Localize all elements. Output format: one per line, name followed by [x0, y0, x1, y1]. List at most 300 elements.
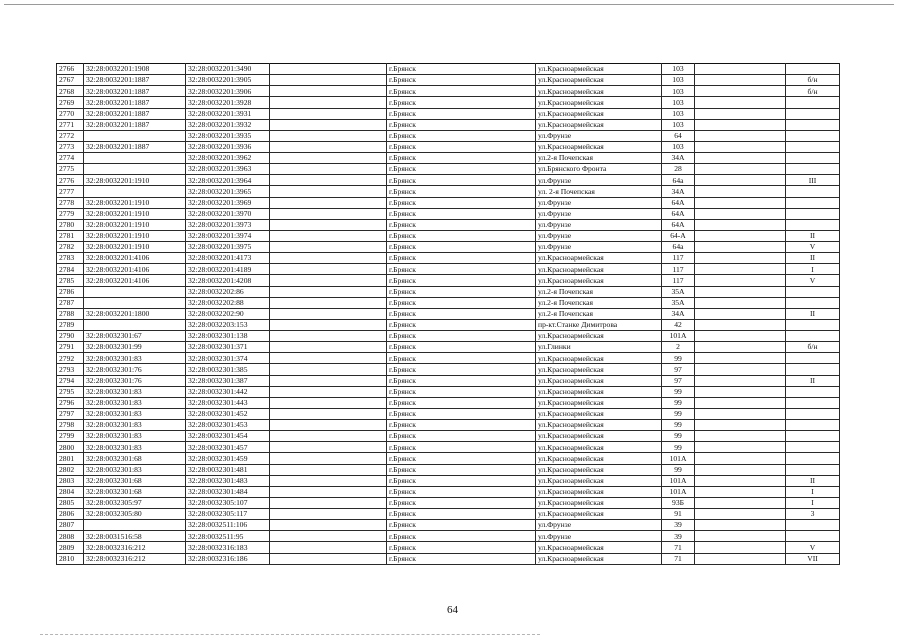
parcel-cadastral-number-cell: 32:28:0032316:212: [84, 542, 186, 553]
parcel-cadastral-number-cell: 32:28:0032201:1910: [84, 197, 186, 208]
table-row: [57, 331, 840, 342]
empty-cell-cell: [270, 219, 387, 230]
parcel-cadastral-number-cell: [84, 153, 186, 164]
page-bottom-rule: [40, 634, 540, 635]
street-cell: ул.Красноармейская: [536, 475, 662, 486]
locality-cell: г.Брянск: [387, 364, 536, 375]
locality-cell: г.Брянск: [387, 331, 536, 342]
empty-cell-cell: [270, 108, 387, 119]
house-number-cell: 64а: [662, 242, 695, 253]
empty-cell-cell: [695, 253, 786, 264]
object-cadastral-number-cell: 32:28:0032305:107: [186, 497, 270, 508]
empty-cell-cell: [695, 453, 786, 464]
row-number-cell: 2767: [57, 75, 84, 86]
row-number-cell: 2789: [57, 319, 84, 330]
house-number-cell: 99: [662, 431, 695, 442]
object-cadastral-number-cell: 32:28:0032201:3965: [186, 186, 270, 197]
table-row: [57, 420, 840, 431]
row-number-cell: 2774: [57, 153, 84, 164]
table-row: [57, 153, 840, 164]
row-number-cell: 2785: [57, 275, 84, 286]
room-number-cell: [786, 119, 840, 130]
empty-cell-cell: [270, 342, 387, 353]
street-cell: ул.Красноармейская: [536, 497, 662, 508]
table-row: [57, 164, 840, 175]
parcel-cadastral-number-cell: 32:28:0031516:58: [84, 531, 186, 542]
empty-cell-cell: [270, 453, 387, 464]
house-number-cell: 97: [662, 364, 695, 375]
parcel-cadastral-number-cell: 32:28:0032301:99: [84, 342, 186, 353]
object-cadastral-number-cell: 32:28:0032201:3963: [186, 164, 270, 175]
street-cell: ул.2-я Почепская: [536, 308, 662, 319]
table-row: [57, 542, 840, 553]
parcel-cadastral-number-cell: [84, 164, 186, 175]
locality-cell: г.Брянск: [387, 342, 536, 353]
table-row: [57, 342, 840, 353]
register-table: [56, 63, 840, 565]
empty-cell-cell: [695, 86, 786, 97]
empty-cell-cell: [695, 264, 786, 275]
empty-cell-cell: [270, 442, 387, 453]
house-number-cell: 42: [662, 319, 695, 330]
object-cadastral-number-cell: 32:28:0032201:3962: [186, 153, 270, 164]
table-row: [57, 486, 840, 497]
house-number-cell: 99: [662, 386, 695, 397]
empty-cell-cell: [270, 319, 387, 330]
locality-cell: г.Брянск: [387, 520, 536, 531]
house-number-cell: 99: [662, 408, 695, 419]
parcel-cadastral-number-cell: [84, 186, 186, 197]
room-number-cell: [786, 420, 840, 431]
house-number-cell: 101А: [662, 453, 695, 464]
locality-cell: г.Брянск: [387, 141, 536, 152]
row-number-cell: 2802: [57, 464, 84, 475]
room-number-cell: [786, 197, 840, 208]
table-row: [57, 442, 840, 453]
object-cadastral-number-cell: 32:28:0032201:3905: [186, 75, 270, 86]
locality-cell: г.Брянск: [387, 97, 536, 108]
empty-cell-cell: [270, 208, 387, 219]
table-row: [57, 364, 840, 375]
table-row: [57, 86, 840, 97]
object-cadastral-number-cell: 32:28:0032201:3490: [186, 64, 270, 75]
empty-cell-cell: [695, 420, 786, 431]
room-number-cell: [786, 286, 840, 297]
object-cadastral-number-cell: 32:28:0032201:3906: [186, 86, 270, 97]
empty-cell-cell: [270, 141, 387, 152]
room-number-cell: [786, 108, 840, 119]
object-cadastral-number-cell: 32:28:0032201:3936: [186, 141, 270, 152]
street-cell: ул.Красноармейская: [536, 442, 662, 453]
locality-cell: г.Брянск: [387, 230, 536, 241]
parcel-cadastral-number-cell: 32:28:0032301:68: [84, 453, 186, 464]
street-cell: ул.Красноармейская: [536, 386, 662, 397]
object-cadastral-number-cell: 32:28:0032201:4208: [186, 275, 270, 286]
register-table-body: [57, 64, 840, 565]
empty-cell-cell: [695, 197, 786, 208]
empty-cell-cell: [695, 297, 786, 308]
parcel-cadastral-number-cell: 32:28:0032201:4106: [84, 253, 186, 264]
row-number-cell: 2786: [57, 286, 84, 297]
street-cell: ул. 2-я Почепская: [536, 186, 662, 197]
empty-cell-cell: [270, 542, 387, 553]
house-number-cell: 99: [662, 442, 695, 453]
locality-cell: г.Брянск: [387, 542, 536, 553]
row-number-cell: 2801: [57, 453, 84, 464]
empty-cell-cell: [270, 520, 387, 531]
object-cadastral-number-cell: 32:28:0032301:138: [186, 331, 270, 342]
parcel-cadastral-number-cell: [84, 520, 186, 531]
room-number-cell: II: [786, 375, 840, 386]
room-number-cell: [786, 186, 840, 197]
room-number-cell: [786, 319, 840, 330]
room-number-cell: б/н: [786, 75, 840, 86]
parcel-cadastral-number-cell: [84, 130, 186, 141]
row-number-cell: 2781: [57, 230, 84, 241]
object-cadastral-number-cell: 32:28:0032301:454: [186, 431, 270, 442]
object-cadastral-number-cell: 32:28:0032316:183: [186, 542, 270, 553]
room-number-cell: [786, 431, 840, 442]
house-number-cell: 99: [662, 353, 695, 364]
room-number-cell: II: [786, 308, 840, 319]
empty-cell-cell: [695, 486, 786, 497]
empty-cell-cell: [270, 553, 387, 564]
parcel-cadastral-number-cell: 32:28:0032301:83: [84, 442, 186, 453]
house-number-cell: 35А: [662, 297, 695, 308]
empty-cell-cell: [695, 164, 786, 175]
street-cell: ул.Фрунзе: [536, 230, 662, 241]
house-number-cell: 103: [662, 108, 695, 119]
object-cadastral-number-cell: 32:28:0032301:484: [186, 486, 270, 497]
street-cell: ул.Фрунзе: [536, 175, 662, 186]
parcel-cadastral-number-cell: 32:28:0032201:1910: [84, 219, 186, 230]
empty-cell-cell: [695, 186, 786, 197]
room-number-cell: [786, 408, 840, 419]
room-number-cell: б/н: [786, 342, 840, 353]
locality-cell: г.Брянск: [387, 475, 536, 486]
object-cadastral-number-cell: 32:28:0032301:459: [186, 453, 270, 464]
row-number-cell: 2805: [57, 497, 84, 508]
table-row: [57, 286, 840, 297]
table-row: [57, 408, 840, 419]
parcel-cadastral-number-cell: [84, 297, 186, 308]
empty-cell-cell: [270, 230, 387, 241]
parcel-cadastral-number-cell: 32:28:0032201:1910: [84, 208, 186, 219]
locality-cell: г.Брянск: [387, 275, 536, 286]
row-number-cell: 2795: [57, 386, 84, 397]
empty-cell-cell: [270, 375, 387, 386]
object-cadastral-number-cell: 32:28:0032301:371: [186, 342, 270, 353]
object-cadastral-number-cell: 32:28:0032201:3964: [186, 175, 270, 186]
street-cell: ул.Красноармейская: [536, 264, 662, 275]
empty-cell-cell: [270, 475, 387, 486]
parcel-cadastral-number-cell: [84, 319, 186, 330]
row-number-cell: 2808: [57, 531, 84, 542]
house-number-cell: 71: [662, 542, 695, 553]
object-cadastral-number-cell: 32:28:0032301:453: [186, 420, 270, 431]
row-number-cell: 2807: [57, 520, 84, 531]
parcel-cadastral-number-cell: 32:28:0032301:76: [84, 364, 186, 375]
parcel-cadastral-number-cell: 32:28:0032201:1910: [84, 175, 186, 186]
house-number-cell: 64А: [662, 197, 695, 208]
empty-cell-cell: [695, 509, 786, 520]
row-number-cell: 2776: [57, 175, 84, 186]
table-row: [57, 64, 840, 75]
room-number-cell: I: [786, 497, 840, 508]
room-number-cell: [786, 520, 840, 531]
row-number-cell: 2791: [57, 342, 84, 353]
room-number-cell: II: [786, 230, 840, 241]
table-row: [57, 509, 840, 520]
street-cell: ул.2-я Почепская: [536, 153, 662, 164]
house-number-cell: 91: [662, 509, 695, 520]
row-number-cell: 2806: [57, 509, 84, 520]
empty-cell-cell: [695, 97, 786, 108]
room-number-cell: [786, 64, 840, 75]
empty-cell-cell: [695, 219, 786, 230]
empty-cell-cell: [270, 531, 387, 542]
room-number-cell: [786, 130, 840, 141]
row-number-cell: 2804: [57, 486, 84, 497]
house-number-cell: 99: [662, 420, 695, 431]
house-number-cell: 64А: [662, 208, 695, 219]
table-row: [57, 219, 840, 230]
table-row: [57, 264, 840, 275]
row-number-cell: 2800: [57, 442, 84, 453]
empty-cell-cell: [270, 308, 387, 319]
object-cadastral-number-cell: 32:28:0032301:442: [186, 386, 270, 397]
house-number-cell: 99: [662, 464, 695, 475]
empty-cell-cell: [695, 153, 786, 164]
house-number-cell: 35А: [662, 286, 695, 297]
street-cell: ул.Фрунзе: [536, 242, 662, 253]
object-cadastral-number-cell: 32:28:0032202:90: [186, 308, 270, 319]
locality-cell: г.Брянск: [387, 208, 536, 219]
street-cell: ул.Красноармейская: [536, 486, 662, 497]
parcel-cadastral-number-cell: 32:28:0032201:1887: [84, 141, 186, 152]
empty-cell-cell: [270, 164, 387, 175]
locality-cell: г.Брянск: [387, 553, 536, 564]
locality-cell: г.Брянск: [387, 64, 536, 75]
room-number-cell: [786, 364, 840, 375]
room-number-cell: [786, 464, 840, 475]
house-number-cell: 103: [662, 75, 695, 86]
object-cadastral-number-cell: 32:28:0032201:3932: [186, 119, 270, 130]
room-number-cell: II: [786, 253, 840, 264]
table-row: [57, 175, 840, 186]
room-number-cell: [786, 297, 840, 308]
row-number-cell: 2775: [57, 164, 84, 175]
parcel-cadastral-number-cell: 32:28:0032201:1910: [84, 242, 186, 253]
empty-cell-cell: [270, 464, 387, 475]
row-number-cell: 2766: [57, 64, 84, 75]
empty-cell-cell: [270, 86, 387, 97]
empty-cell-cell: [695, 464, 786, 475]
empty-cell-cell: [270, 364, 387, 375]
parcel-cadastral-number-cell: 32:28:0032201:4106: [84, 275, 186, 286]
room-number-cell: III: [786, 175, 840, 186]
empty-cell-cell: [270, 497, 387, 508]
row-number-cell: 2810: [57, 553, 84, 564]
empty-cell-cell: [695, 520, 786, 531]
table-row: [57, 397, 840, 408]
room-number-cell: [786, 141, 840, 152]
parcel-cadastral-number-cell: 32:28:0032305:97: [84, 497, 186, 508]
street-cell: ул.Красноармейская: [536, 464, 662, 475]
room-number-cell: [786, 219, 840, 230]
table-row: [57, 308, 840, 319]
table-row: [57, 208, 840, 219]
empty-cell-cell: [270, 286, 387, 297]
object-cadastral-number-cell: 32:28:0032201:3969: [186, 197, 270, 208]
locality-cell: г.Брянск: [387, 242, 536, 253]
locality-cell: г.Брянск: [387, 108, 536, 119]
table-row: [57, 464, 840, 475]
street-cell: ул.Красноармейская: [536, 453, 662, 464]
room-number-cell: [786, 331, 840, 342]
street-cell: ул.Красноармейская: [536, 141, 662, 152]
locality-cell: г.Брянск: [387, 130, 536, 141]
parcel-cadastral-number-cell: 32:28:0032201:4106: [84, 264, 186, 275]
empty-cell-cell: [270, 431, 387, 442]
street-cell: ул.Красноармейская: [536, 397, 662, 408]
table-row: [57, 319, 840, 330]
house-number-cell: 2: [662, 342, 695, 353]
empty-cell-cell: [695, 431, 786, 442]
room-number-cell: [786, 153, 840, 164]
room-number-cell: V: [786, 242, 840, 253]
object-cadastral-number-cell: 32:28:0032301:385: [186, 364, 270, 375]
object-cadastral-number-cell: 32:28:0032316:186: [186, 553, 270, 564]
room-number-cell: [786, 97, 840, 108]
house-number-cell: 99: [662, 397, 695, 408]
row-number-cell: 2782: [57, 242, 84, 253]
locality-cell: г.Брянск: [387, 486, 536, 497]
street-cell: ул.Глинки: [536, 342, 662, 353]
empty-cell-cell: [695, 397, 786, 408]
street-cell: ул.Фрунзе: [536, 130, 662, 141]
page-top-rule: [4, 4, 894, 5]
street-cell: ул.Красноармейская: [536, 75, 662, 86]
row-number-cell: 2768: [57, 86, 84, 97]
parcel-cadastral-number-cell: 32:28:0032301:83: [84, 431, 186, 442]
locality-cell: г.Брянск: [387, 509, 536, 520]
street-cell: ул.Фрунзе: [536, 531, 662, 542]
empty-cell-cell: [695, 308, 786, 319]
row-number-cell: 2796: [57, 397, 84, 408]
table-row: [57, 553, 840, 564]
locality-cell: г.Брянск: [387, 420, 536, 431]
empty-cell-cell: [695, 342, 786, 353]
empty-cell-cell: [270, 75, 387, 86]
empty-cell-cell: [695, 497, 786, 508]
table-row: [57, 130, 840, 141]
locality-cell: г.Брянск: [387, 164, 536, 175]
room-number-cell: VII: [786, 553, 840, 564]
locality-cell: г.Брянск: [387, 197, 536, 208]
row-number-cell: 2784: [57, 264, 84, 275]
locality-cell: г.Брянск: [387, 386, 536, 397]
object-cadastral-number-cell: 32:28:0032201:3974: [186, 230, 270, 241]
street-cell: ул.Фрунзе: [536, 520, 662, 531]
parcel-cadastral-number-cell: [84, 286, 186, 297]
parcel-cadastral-number-cell: 32:28:0032305:80: [84, 509, 186, 520]
empty-cell-cell: [695, 553, 786, 564]
table-row: [57, 253, 840, 264]
empty-cell-cell: [695, 475, 786, 486]
locality-cell: г.Брянск: [387, 297, 536, 308]
table-row: [57, 186, 840, 197]
locality-cell: г.Брянск: [387, 442, 536, 453]
table-row: [57, 119, 840, 130]
street-cell: ул.Красноармейская: [536, 331, 662, 342]
row-number-cell: 2787: [57, 297, 84, 308]
room-number-cell: I: [786, 486, 840, 497]
locality-cell: г.Брянск: [387, 464, 536, 475]
row-number-cell: 2778: [57, 197, 84, 208]
street-cell: ул.Брянского Фронта: [536, 164, 662, 175]
locality-cell: г.Брянск: [387, 397, 536, 408]
row-number-cell: 2798: [57, 420, 84, 431]
empty-cell-cell: [695, 375, 786, 386]
table-row: [57, 453, 840, 464]
locality-cell: г.Брянск: [387, 319, 536, 330]
locality-cell: г.Брянск: [387, 308, 536, 319]
room-number-cell: [786, 386, 840, 397]
row-number-cell: 2793: [57, 364, 84, 375]
empty-cell-cell: [695, 108, 786, 119]
row-number-cell: 2777: [57, 186, 84, 197]
row-number-cell: 2783: [57, 253, 84, 264]
empty-cell-cell: [270, 331, 387, 342]
parcel-cadastral-number-cell: 32:28:0032316:212: [84, 553, 186, 564]
object-cadastral-number-cell: 32:28:0032201:3970: [186, 208, 270, 219]
empty-cell-cell: [270, 175, 387, 186]
row-number-cell: 2794: [57, 375, 84, 386]
empty-cell-cell: [695, 141, 786, 152]
empty-cell-cell: [270, 186, 387, 197]
locality-cell: г.Брянск: [387, 175, 536, 186]
object-cadastral-number-cell: 32:28:0032203:153: [186, 319, 270, 330]
object-cadastral-number-cell: 32:28:0032202:86: [186, 286, 270, 297]
empty-cell-cell: [695, 353, 786, 364]
house-number-cell: 117: [662, 264, 695, 275]
house-number-cell: 64а: [662, 175, 695, 186]
street-cell: ул.Красноармейская: [536, 253, 662, 264]
row-number-cell: 2797: [57, 408, 84, 419]
locality-cell: г.Брянск: [387, 119, 536, 130]
object-cadastral-number-cell: 32:28:0032301:483: [186, 475, 270, 486]
table-row: [57, 375, 840, 386]
empty-cell-cell: [270, 386, 387, 397]
locality-cell: г.Брянск: [387, 86, 536, 97]
house-number-cell: 34А: [662, 308, 695, 319]
object-cadastral-number-cell: 32:28:0032201:3973: [186, 219, 270, 230]
empty-cell-cell: [695, 130, 786, 141]
row-number-cell: 2779: [57, 208, 84, 219]
street-cell: ул.Фрунзе: [536, 219, 662, 230]
row-number-cell: 2780: [57, 219, 84, 230]
row-number-cell: 2790: [57, 331, 84, 342]
locality-cell: г.Брянск: [387, 219, 536, 230]
house-number-cell: 64: [662, 130, 695, 141]
empty-cell-cell: [270, 264, 387, 275]
object-cadastral-number-cell: 32:28:0032301:387: [186, 375, 270, 386]
empty-cell-cell: [270, 397, 387, 408]
street-cell: ул.Красноармейская: [536, 408, 662, 419]
empty-cell-cell: [695, 119, 786, 130]
row-number-cell: 2792: [57, 353, 84, 364]
